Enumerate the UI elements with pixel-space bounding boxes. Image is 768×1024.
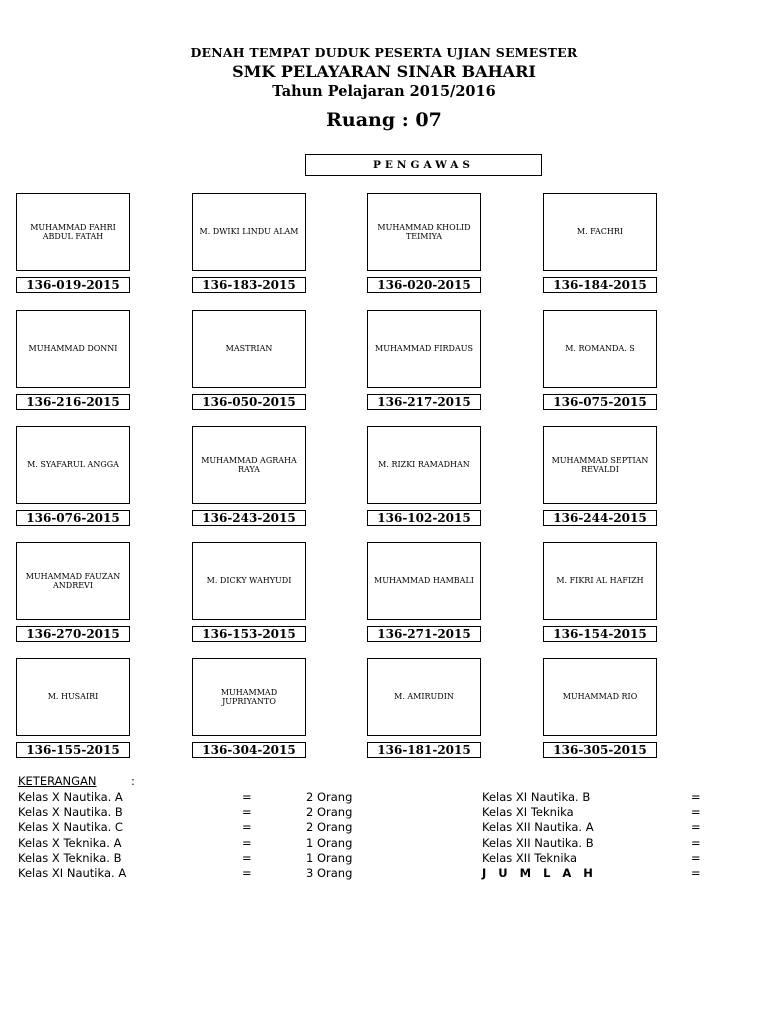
class-label: Kelas XII Nautika. B [482, 835, 594, 850]
student-number: 136-270-2015 [16, 626, 130, 642]
student-number: 136-305-2015 [543, 742, 657, 758]
class-label: Kelas X Teknika. B [18, 850, 122, 865]
document-title: DENAH TEMPAT DUDUK PESERTA UJIAN SEMESTER [190, 45, 578, 60]
student-number: 136-020-2015 [367, 277, 481, 293]
seat-box [192, 542, 306, 620]
student-name: M. DWIKI LINDU ALAM [199, 227, 299, 237]
student-count: 2 Orang [306, 790, 353, 804]
seat-box [16, 193, 130, 271]
student-name: MUHAMMAD RIO [562, 692, 638, 702]
student-count: 2 Orang [306, 805, 353, 820]
class-label: Kelas XII Nautika. A [482, 820, 594, 835]
student-number: 136-184-2015 [543, 277, 657, 293]
seat-box [543, 426, 657, 504]
student-name: M. FIKRI AL HAFIZH [556, 576, 644, 586]
student-number: 136-102-2015 [367, 510, 481, 526]
student-number: 136-075-2015 [543, 394, 657, 410]
class-label: Kelas XI Teknika [482, 805, 574, 820]
student-number: 136-153-2015 [192, 626, 306, 642]
equals-sign: = [691, 850, 701, 865]
seat-box [192, 310, 306, 388]
class-label: Kelas XI Nautika. B [482, 790, 591, 804]
student-number: 136-217-2015 [367, 394, 481, 410]
student-count: 2 Orang [306, 820, 353, 835]
equals-sign: = [242, 820, 252, 835]
student-name: M. DICKY WAHYUDI [206, 576, 292, 586]
equals-sign: = [691, 835, 701, 850]
student-number: 136-155-2015 [16, 742, 130, 758]
equals-sign: = [242, 850, 252, 865]
class-label: J U M L A H [482, 866, 597, 880]
student-count: 1 Orang [306, 835, 353, 850]
student-name: MUHAMMAD SEPTIAN REVALDI [551, 455, 649, 474]
student-name: M. HUSAIRI [47, 692, 99, 702]
student-name: MUHAMMAD HAMBALI [374, 576, 474, 586]
student-name: MUHAMMAD FAHRI ABDUL FATAH [30, 222, 116, 241]
seat-box [543, 542, 657, 620]
student-number: 136-271-2015 [367, 626, 481, 642]
student-name: M. AMIRUDIN [394, 692, 454, 702]
student-number: 136-154-2015 [543, 626, 657, 642]
seat-box [16, 658, 130, 736]
student-name: M. FACHRI [576, 227, 624, 237]
class-label: Kelas X Nautika. B [18, 805, 123, 820]
class-label: Kelas XI Nautika. A [18, 866, 127, 880]
equals-sign: = [691, 866, 701, 880]
class-label: Kelas X Teknika. A [18, 835, 122, 850]
equals-sign: = [242, 835, 252, 850]
student-name: MUHAMMAD DONNI [28, 344, 118, 354]
equals-sign: = [691, 820, 701, 835]
student-count: 3 Orang [306, 866, 353, 880]
student-name: M. RIZKI RAMADHAN [378, 460, 470, 470]
student-name: MUHAMMAD AGRAHA RAYA [201, 455, 297, 474]
room-number: Ruang : 07 [326, 109, 442, 131]
seat-box [367, 542, 481, 620]
seat-box [367, 193, 481, 271]
student-number: 136-244-2015 [543, 510, 657, 526]
student-number: 136-050-2015 [192, 394, 306, 410]
student-number: 136-216-2015 [16, 394, 130, 410]
student-name: M. ROMANDA. S [565, 344, 635, 354]
equals-sign: = [691, 790, 701, 804]
legend-title: KETERANGAN [18, 774, 97, 788]
class-label: Kelas XII Teknika [482, 850, 578, 865]
seat-box [543, 310, 657, 388]
student-number: 136-304-2015 [192, 742, 306, 758]
school-name: SMK PELAYARAN SINAR BAHARI [232, 62, 536, 81]
equals-sign: = [242, 805, 252, 820]
class-label: Kelas X Nautika. A [18, 790, 123, 804]
seat-box [192, 658, 306, 736]
academic-year: Tahun Pelajaran 2015/2016 [272, 83, 496, 100]
supervisor-box: PENGAWAS [305, 154, 542, 176]
equals-sign: = [242, 866, 252, 880]
seat-box [367, 426, 481, 504]
student-number: 136-243-2015 [192, 510, 306, 526]
seat-box [543, 658, 657, 736]
student-name: M. SYAFARUL ANGGA [27, 460, 119, 470]
student-number: 136-181-2015 [367, 742, 481, 758]
equals-sign: = [242, 790, 252, 804]
equals-sign: = [691, 805, 701, 820]
legend-colon: : [131, 774, 135, 788]
student-number: 136-076-2015 [16, 510, 130, 526]
seat-box [16, 542, 130, 620]
student-number: 136-183-2015 [192, 277, 306, 293]
student-name: MUHAMMAD JUPRIYANTO [220, 687, 278, 706]
seat-box [192, 193, 306, 271]
student-name: MASTRIAN [225, 344, 273, 354]
seat-box [367, 658, 481, 736]
seat-box [16, 310, 130, 388]
class-label: Kelas X Nautika. C [18, 820, 123, 835]
student-name: MUHAMMAD KHOLID TEIMIYA [377, 222, 471, 241]
student-name: MUHAMMAD FAUZAN ANDREVI [25, 571, 121, 590]
seat-box [367, 310, 481, 388]
seat-box [543, 193, 657, 271]
student-count: 1 Orang [306, 850, 353, 865]
seat-box [16, 426, 130, 504]
student-number: 136-019-2015 [16, 277, 130, 293]
seat-box [192, 426, 306, 504]
student-name: MUHAMMAD FIRDAUS [375, 344, 473, 354]
